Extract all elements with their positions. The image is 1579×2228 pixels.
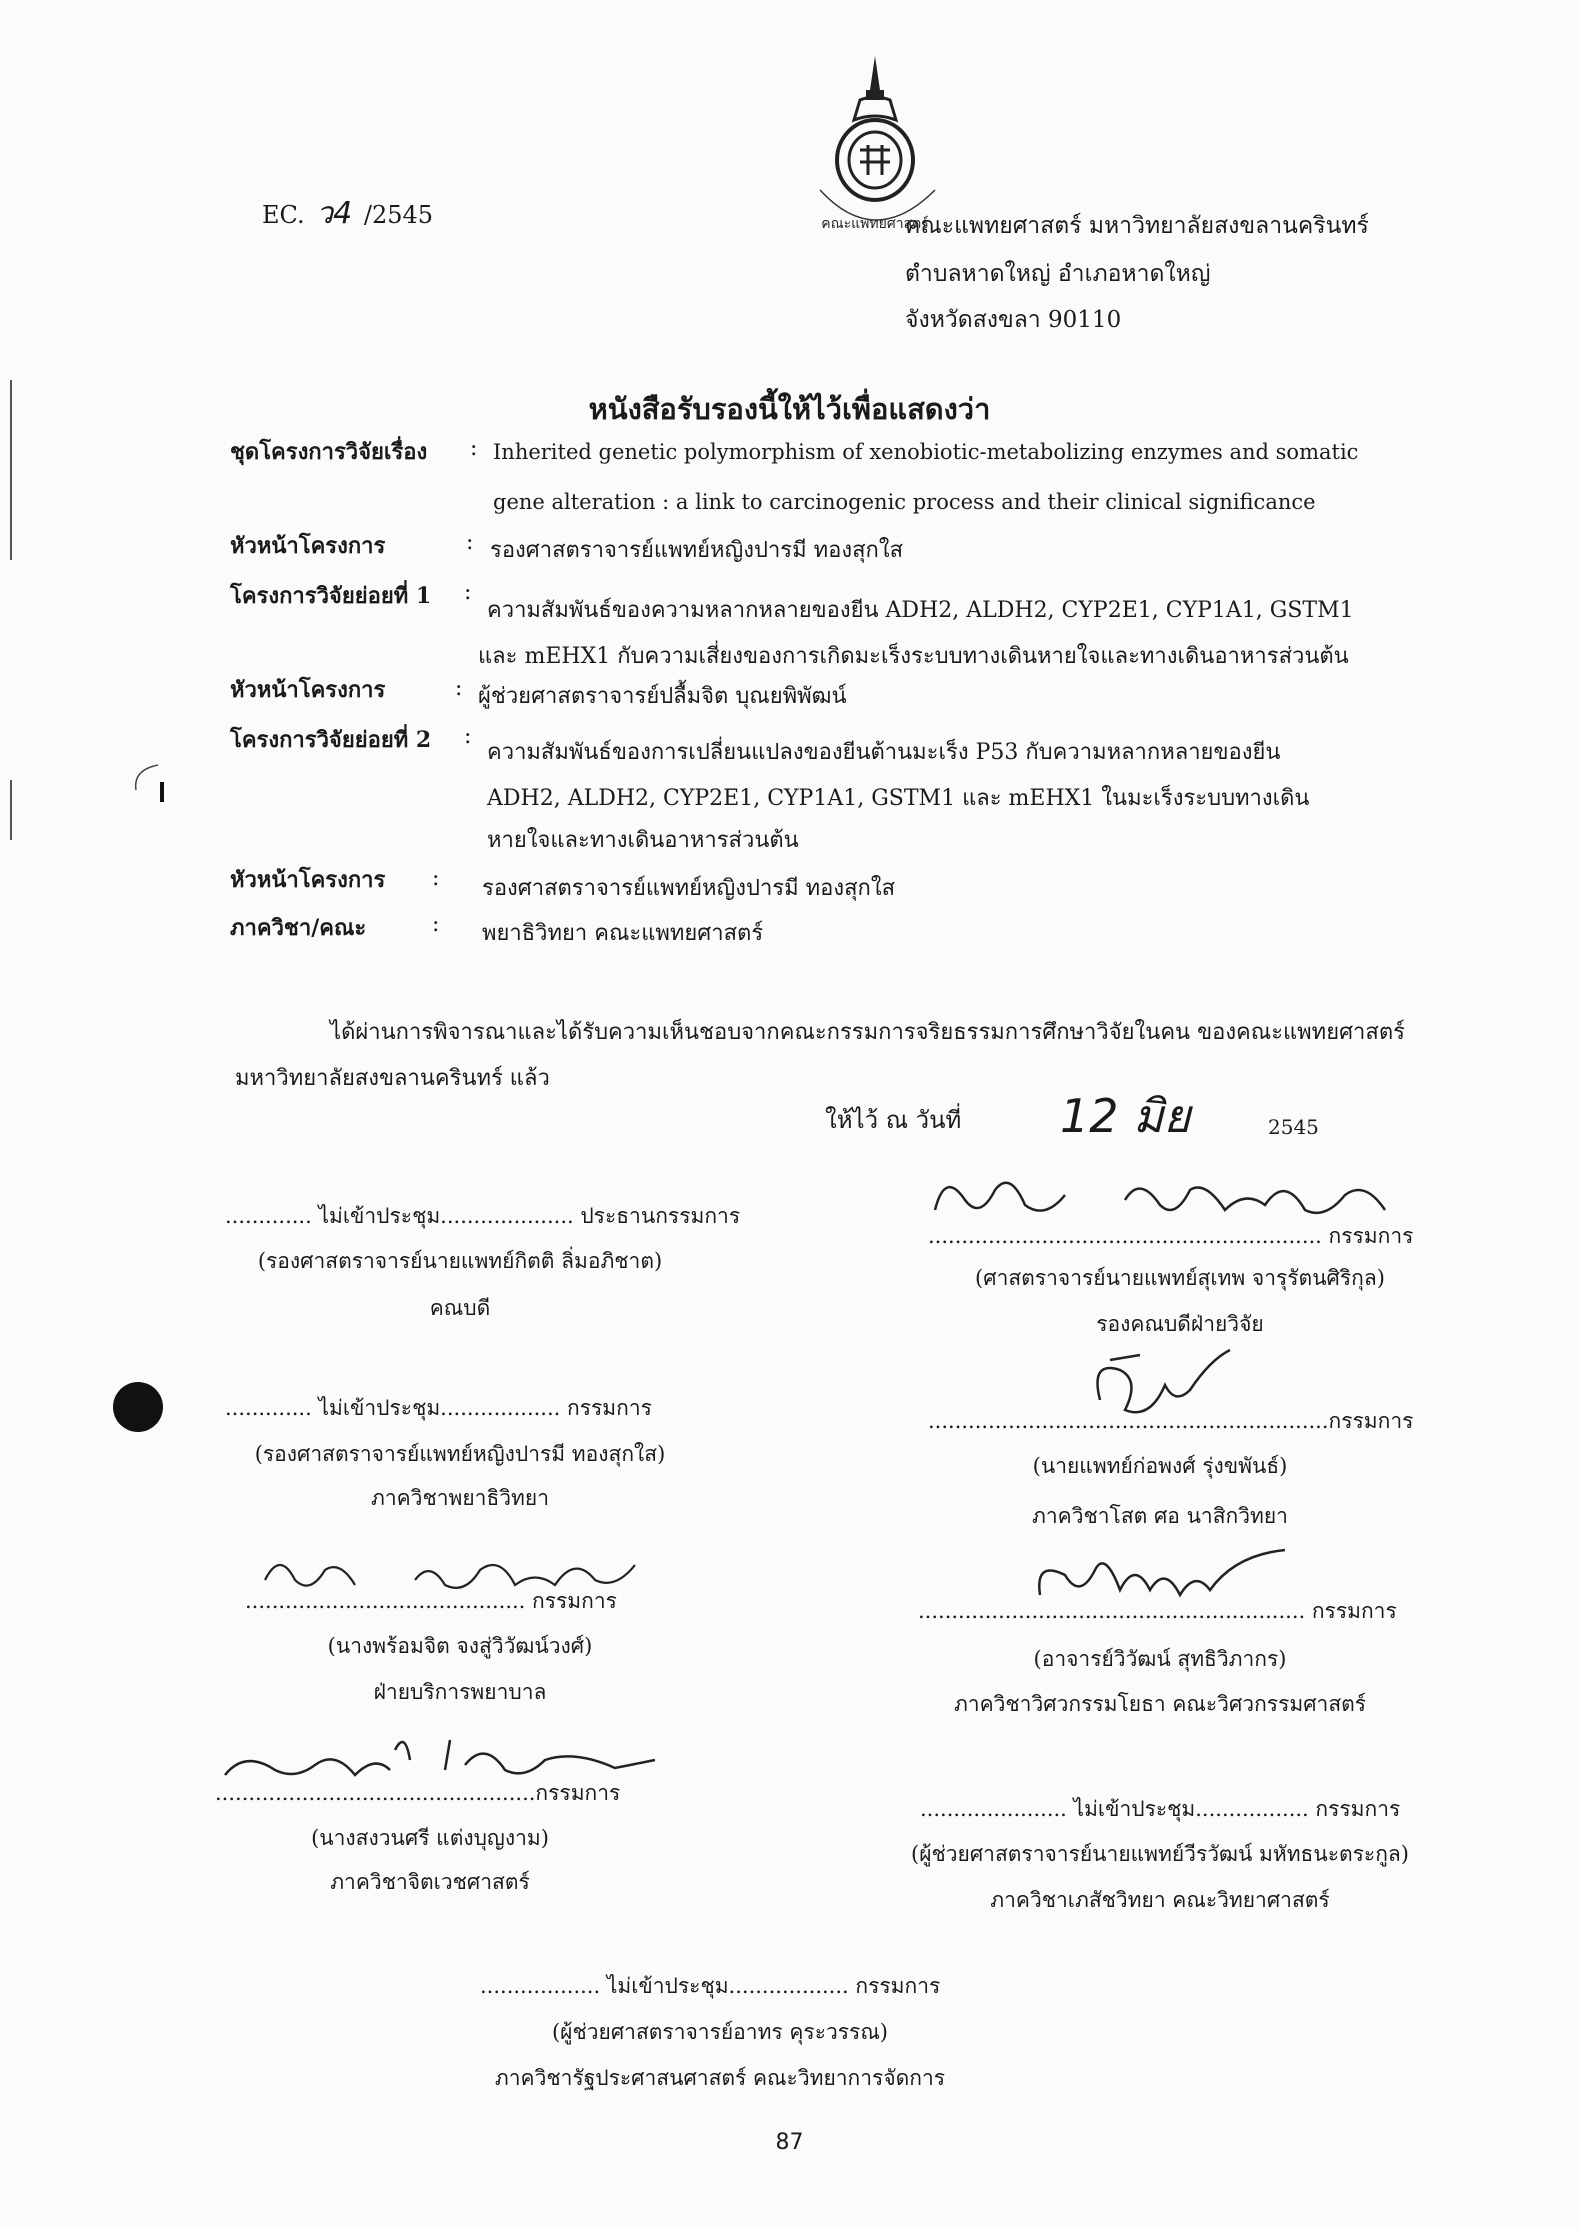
field-colon: :: [432, 866, 440, 891]
scan-edge-mark: [10, 380, 12, 560]
field-value-line: และ mEHX1 กับความเสี่ยงของการเกิดมะเร็งระบบทางเดินหายใจและทางเดินอาหารส่วนต้น: [478, 644, 1349, 669]
signature-line: ................................................กรรมการ: [215, 1781, 621, 1805]
signatory-position: ภาควิชารัฐประศาสนศาสตร์ คณะวิทยาการจัดการ: [494, 2066, 946, 2090]
signature-line: .......................................... กรรมการ: [245, 1589, 617, 1613]
date-year: 2545: [1268, 1115, 1319, 1139]
signature-line: .................. ไม่เข้าประชุม.................. กรรมการ: [480, 1974, 941, 1998]
field-colon: :: [455, 676, 463, 701]
address-line-3: จังหวัดสงขลา 90110: [905, 307, 1122, 333]
field-colon: :: [466, 530, 474, 555]
field-colon: :: [464, 580, 472, 605]
field-value-line: พยาธิวิทยา คณะแพทยศาสตร์: [482, 921, 764, 946]
field-label-subproject-2: โครงการวิจัยย่อยที่ 2: [230, 727, 432, 753]
signatory-name: (ศาสตราจารย์นายแพทย์สุเทพ จารุรัตนศิริกุล): [975, 1266, 1385, 1290]
document-title: หนังสือรับรองนี้ให้ไว้เพื่อแสดงว่า: [588, 392, 991, 426]
field-value-line: รองศาสตราจารย์แพทย์หญิงปารมี ทองสุกใส: [490, 538, 903, 563]
field-value-line: ADH2, ALDH2, CYP2E1, CYP1A1, GSTM1 และ mEHX1 ในมะเร็งระบบทางเดิน: [487, 786, 1310, 811]
field-label-project-head: หัวหน้าโครงการ: [230, 867, 386, 893]
field-value-line: รองศาสตราจารย์แพทย์หญิงปารมี ทองสุกใส: [482, 876, 895, 901]
field-value-line: ความสัมพันธ์ของความหลากหลายของยีน ADH2, ALDH2, CYP2E1, CYP1A1, GSTM1: [487, 598, 1354, 623]
field-value-line: หายใจและทางเดินอาหารส่วนต้น: [487, 828, 799, 853]
field-value-line: Inherited genetic polymorphism of xenobiotic-metabolizing enzymes and somatic: [493, 440, 1359, 464]
signature-line: ........................................................... กรรมการ: [928, 1224, 1414, 1248]
punch-hole-outline: [128, 760, 168, 810]
signatory-position: ภาควิชาวิศวกรรมโยธา คณะวิศวกรรมศาสตร์: [953, 1692, 1367, 1716]
signatory-name: (รองศาสตราจารย์แพทย์หญิงปารมี ทองสุกใส): [254, 1442, 666, 1466]
field-label-subproject-1: โครงการวิจัยย่อยที่ 1: [230, 583, 432, 609]
signatory-name: (ผู้ช่วยศาสตราจารย์นายแพทย์วีรวัฒน์ มหัทธนะตระกูล): [911, 1842, 1409, 1866]
punch-hole-mark: [113, 1382, 163, 1432]
seal-text: คณะแพทยศาสตร์: [821, 216, 929, 232]
signatory-position: ฝ่ายบริการพยาบาล: [373, 1680, 547, 1704]
signature-line: ...................... ไม่เข้าประชุม................. กรรมการ: [920, 1797, 1401, 1821]
field-colon: :: [432, 912, 440, 937]
field-colon: :: [464, 724, 472, 749]
address-line-2: ตำบลหาดใหญ่ อำเภอหาดใหญ่: [905, 261, 1211, 287]
signature-line: .......................................................... กรรมการ: [918, 1599, 1397, 1623]
signatory-position: ภาควิชาจิตเวชศาสตร์: [330, 1870, 530, 1894]
signatory-name: (รองศาสตราจารย์นายแพทย์กิตติ ลิ่มอภิชาต): [257, 1249, 663, 1273]
field-value-line: ผู้ช่วยศาสตราจารย์ปลื้มจิต บุณยพิพัฒน์: [478, 684, 847, 709]
field-label-project-head: หัวหน้าโครงการ: [230, 677, 386, 703]
signatory-name: (นายแพทย์ก่อพงศ์ รุ่งขพันธ์): [1032, 1454, 1288, 1478]
field-label-research-series: ชุดโครงการวิจัยเรื่อง: [230, 439, 428, 465]
signature-line: ............. ไม่เข้าประชุม.................. กรรมการ: [225, 1396, 652, 1420]
ec-year: /2545: [363, 201, 434, 229]
ec-reference: [262, 190, 433, 237]
signatory-name: (อาจารย์วิวัฒน์ สุทธิวิภากร): [1033, 1647, 1287, 1671]
field-label-project-head: หัวหน้าโครงการ: [230, 533, 386, 559]
signatory-position: คณบดี: [429, 1296, 491, 1320]
ec-prefix: EC.: [262, 201, 305, 229]
scan-edge-mark: [10, 780, 12, 840]
ec-number: ว4: [316, 196, 353, 231]
field-colon: :: [470, 436, 478, 461]
page-number: 87: [775, 2130, 804, 2155]
field-value-line: gene alteration : a link to carcinogenic process and their clinical significance: [493, 490, 1316, 514]
field-label-department: ภาควิชา/คณะ: [230, 915, 367, 941]
signature-line: ............................................................กรรมการ: [928, 1409, 1414, 1433]
signatory-name: (นางพร้อมจิต จงสู่วิวัฒน์วงศ์): [327, 1634, 593, 1658]
signatory-position: ภาควิชาเภสัชวิทยา คณะวิทยาศาสตร์: [990, 1888, 1330, 1912]
field-value-line: ความสัมพันธ์ของการเปลี่ยนแปลงของยีนต้านมะเร็ง P53 กับความหลากหลายของยีน: [487, 740, 1281, 765]
signatory-name: (นางสงวนศรี แต่งบุญงาม): [311, 1826, 549, 1850]
address-line-1: คณะแพทยศาสตร์ มหาวิทยาลัยสงขลานครินทร์: [905, 213, 1369, 239]
date-label: ให้ไว้ ณ วันที่: [825, 1106, 962, 1134]
signatory-position: ภาควิชาโสต ศอ นาสิกวิทยา: [1032, 1504, 1288, 1528]
approval-paragraph: ได้ผ่านการพิจารณาและได้รับความเห็นชอบจากคณะกรรมการจริยธรรมการศึกษาวิจัยในคน ของคณะแพทยศาสตร์ มหาวิทยาลัยสงขลานครินทร์ แล้ว: [235, 1020, 1405, 1091]
date-handwritten: 12 มิย: [1060, 1089, 1191, 1143]
signatory-position: ภาควิชาพยาธิวิทยา: [370, 1486, 549, 1510]
signatory-position: รองคณบดีฝ่ายวิจัย: [1096, 1312, 1264, 1336]
signatory-name: (ผู้ช่วยศาสตราจารย์อาทร คุระวรรณ): [551, 2020, 888, 2044]
signature-line: ............. ไม่เข้าประชุม.................... ประธานกรรมการ: [225, 1204, 741, 1228]
